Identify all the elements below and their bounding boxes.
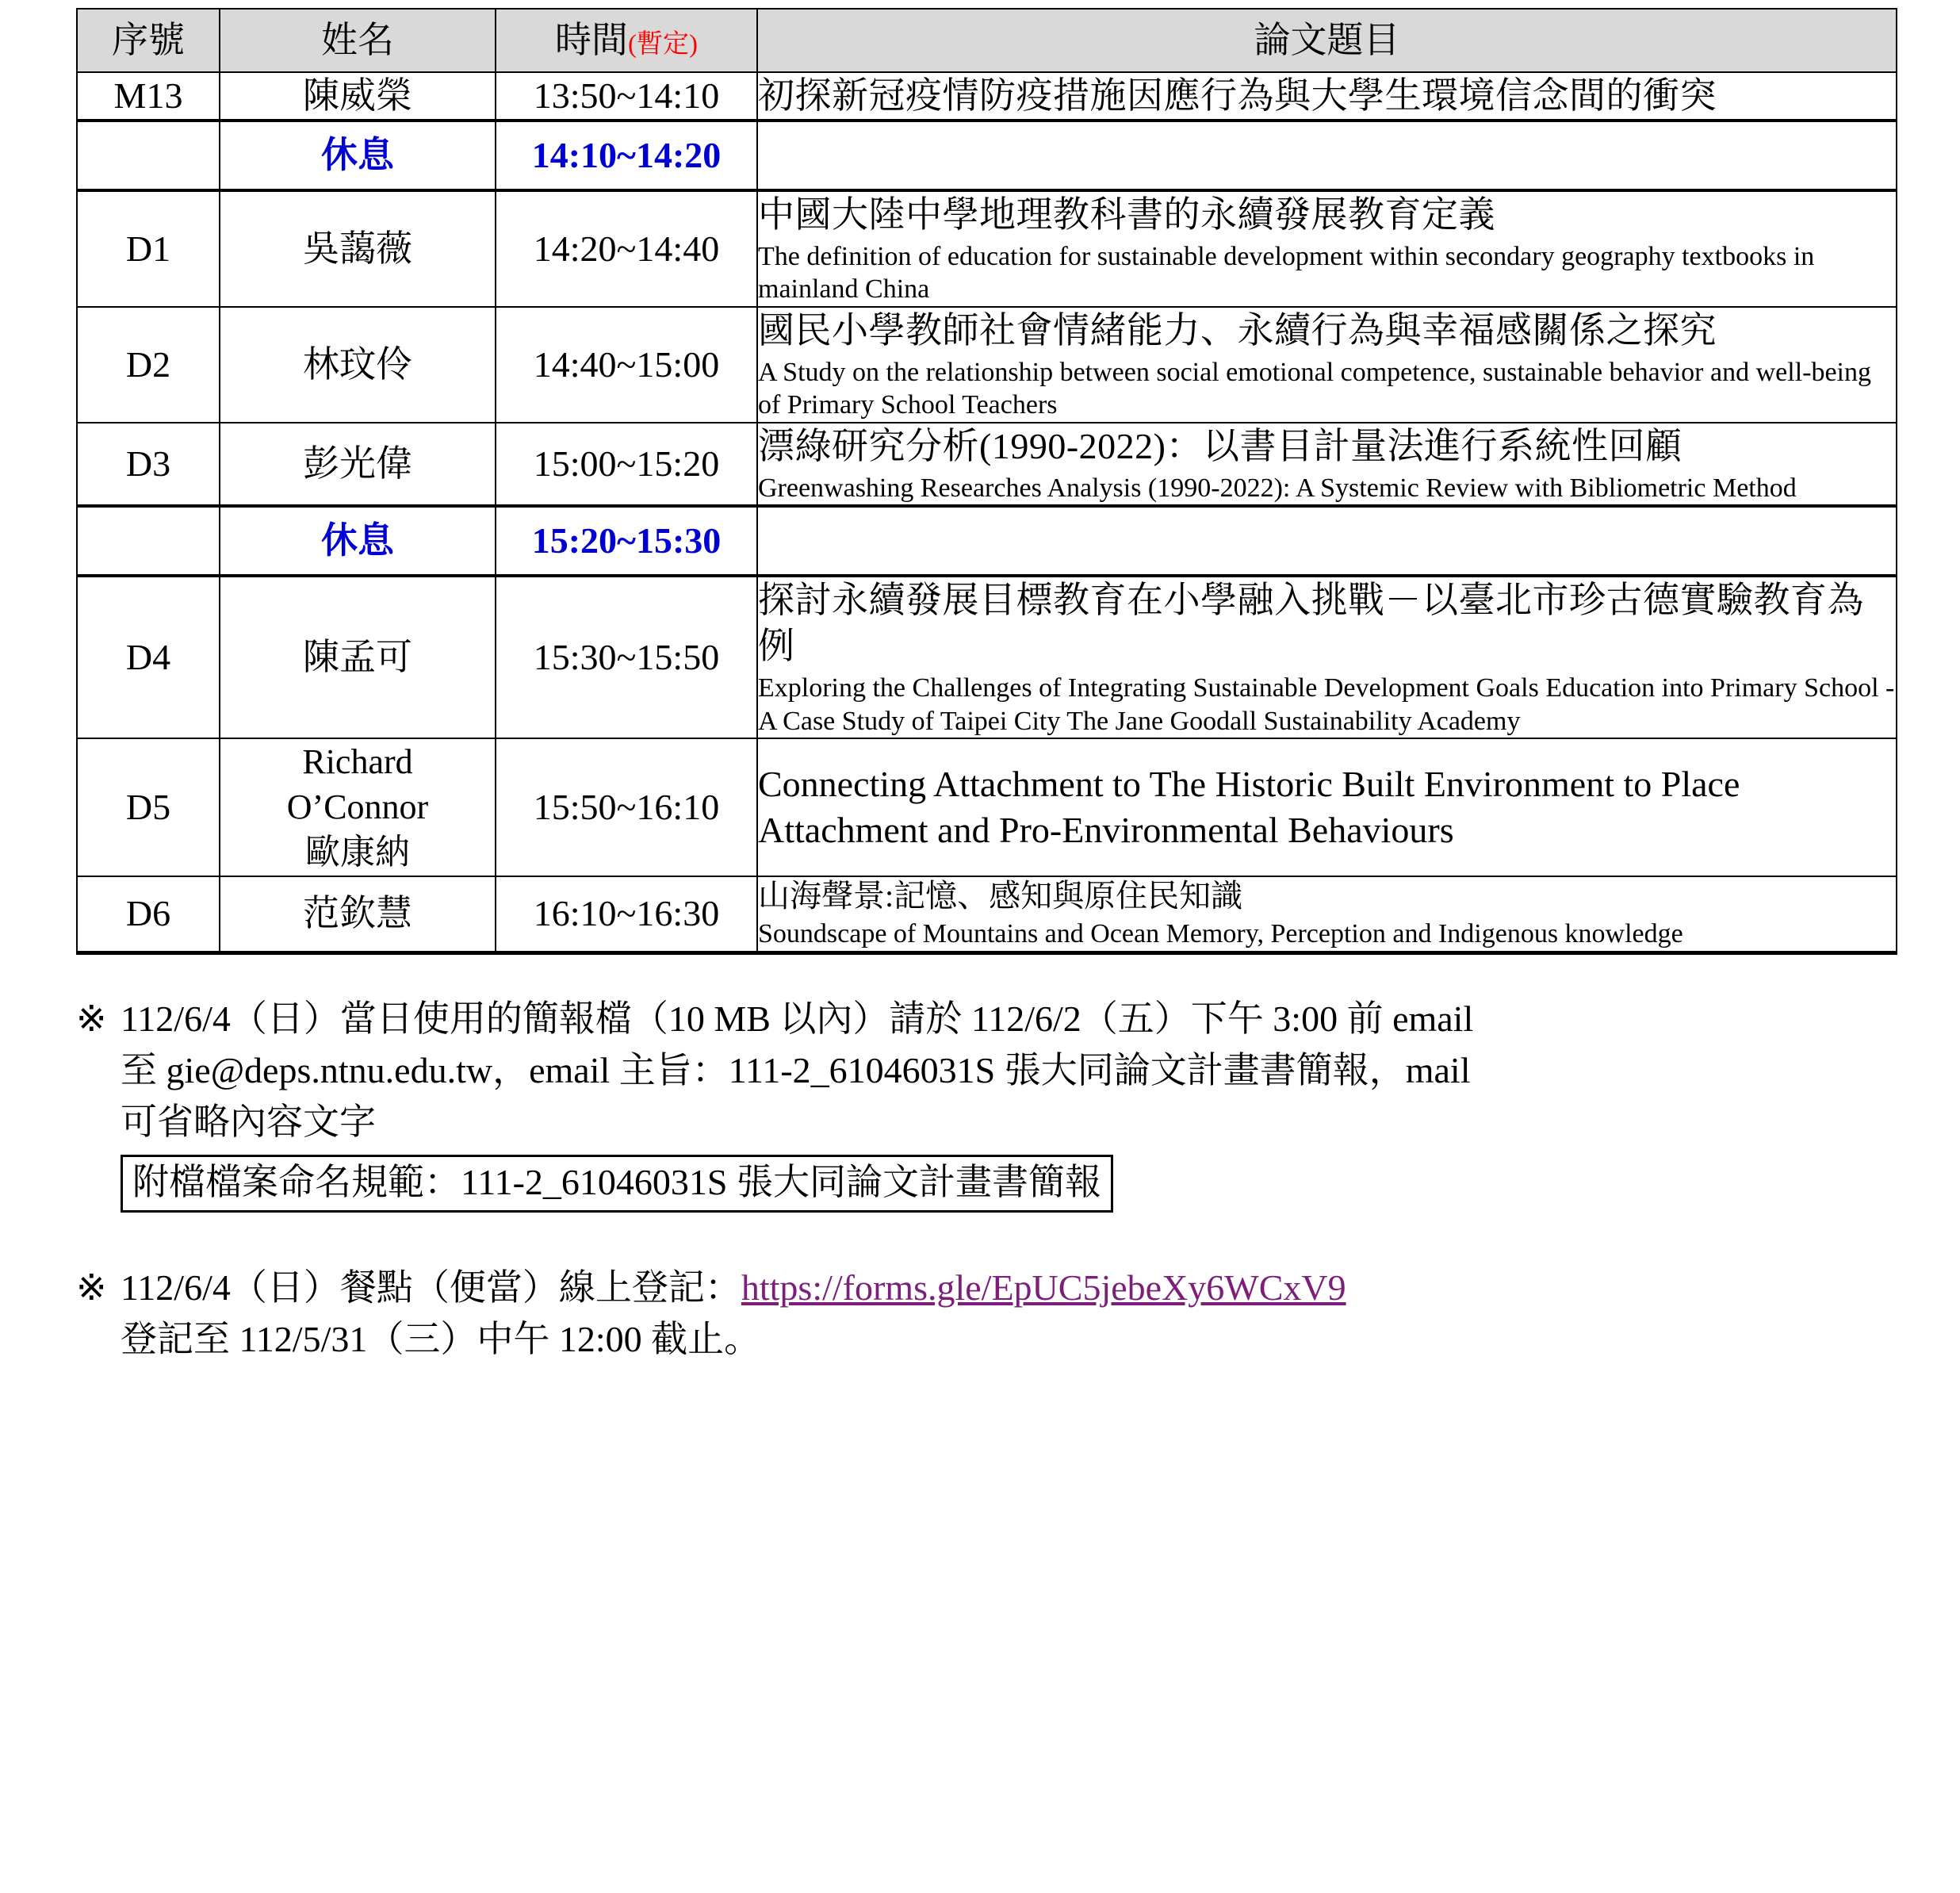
row-time: 16:10~16:30 [496, 876, 757, 953]
row-name: 吳藹薇 [220, 190, 496, 307]
note-body [121, 993, 1898, 1213]
table-row [77, 72, 1897, 121]
row-title-zh: 山海聲景:記憶、感知與原住民知識 [758, 877, 1243, 914]
schedule-table [76, 8, 1897, 955]
table-row [77, 576, 1897, 738]
row-title-zh: 初探新冠疫情防疫措施因應行為與大學生環境信念間的衝突 [758, 75, 1717, 116]
table-row [77, 307, 1897, 423]
notes-section [76, 993, 1898, 1366]
table-body [77, 72, 1897, 952]
row-title [757, 190, 1897, 307]
row-title [757, 423, 1897, 506]
column-header-title: 論文題目 [757, 9, 1897, 72]
column-header-time [496, 9, 757, 72]
column-header-name: 姓名 [220, 9, 496, 72]
row-name: 范欽慧 [220, 876, 496, 953]
row-title-en: Soundscape of Mountains and Ocean Memory, Perception and Indigenous knowledge [758, 919, 1683, 949]
row-time: 15:00~15:20 [496, 423, 757, 506]
row-id: D4 [77, 576, 220, 738]
row-id: D3 [77, 423, 220, 506]
row-time: 14:40~15:00 [496, 307, 757, 423]
row-title [757, 506, 1897, 576]
note-line-2: 登記至 112/5/31（三）中午 12:00 截止。 [121, 1319, 761, 1360]
row-name-line-3: 歐康納 [305, 833, 410, 872]
row-title-zh: 漂綠研究分析(1990-2022)：以書目計量法進行系統性回顧 [758, 425, 1682, 466]
row-id: D6 [77, 876, 220, 953]
note-bullet-icon: ※ [76, 1266, 107, 1308]
row-title-zh: 中國大陸中學地理教科書的永續發展教育定義 [758, 194, 1495, 235]
note-line-1: 112/6/4（日）當日使用的簡報檔（10 MB 以內）請於 112/6/2（五）下午 3:00 前 email [121, 998, 1474, 1039]
note-line-3: 可省略內容文字 [121, 1102, 376, 1143]
column-header-id: 序號 [77, 9, 220, 72]
meal-registration-link[interactable]: https://forms.gle/EpUC5jebeXy6WCxV9 [741, 1266, 1346, 1308]
row-title-en: The definition of education for sustainable development within secondary geography textbooks in mainland China [758, 241, 1815, 305]
row-time: 15:50~16:10 [496, 738, 757, 876]
row-title-en: Connecting Attachment to The Historic Built Environment to Place Attachment and Pro-Environmental Behaviours [758, 763, 1740, 850]
row-title [757, 576, 1897, 738]
table-row-break [77, 506, 1897, 576]
note-line-1-text: 112/6/4（日）餐點（便當）線上登記： [121, 1266, 741, 1308]
row-title-zh: 國民小學教師社會情緒能力、永續行為與幸福感關係之探究 [758, 309, 1717, 351]
row-time: 13:50~14:10 [496, 72, 757, 121]
filename-convention-box: 附檔檔案命名規範：111-2_61046031S 張大同論文計畫書簡報 [121, 1155, 1113, 1213]
row-title [757, 738, 1897, 876]
row-name [220, 738, 496, 876]
row-time: 15:30~15:50 [496, 576, 757, 738]
row-id: M13 [77, 72, 220, 121]
table-row [77, 423, 1897, 506]
row-title-en: A Study on the relationship between social emotional competence, sustainable behavior and well-being of Primary School Teachers [758, 357, 1871, 420]
row-title [757, 876, 1897, 953]
row-break-time: 14:10~14:20 [496, 121, 757, 190]
column-header-time-main: 時間 [555, 19, 628, 60]
column-header-time-note: (暫定) [628, 29, 698, 59]
row-title [757, 72, 1897, 121]
row-title [757, 307, 1897, 423]
row-name-line-2: O’Connor [286, 787, 429, 827]
row-id [77, 506, 220, 576]
note-body [121, 1262, 1898, 1366]
table-row [77, 876, 1897, 953]
table-header [77, 9, 1897, 72]
note-bullet-icon: ※ [76, 998, 107, 1039]
row-title-en: Greenwashing Researches Analysis (1990-2022): A Systemic Review with Bibliometric Method [758, 473, 1797, 503]
row-id: D5 [77, 738, 220, 876]
row-id: D1 [77, 190, 220, 307]
note-meal-registration [76, 1262, 1898, 1366]
table-row [77, 190, 1897, 307]
note-presentation-file [76, 993, 1898, 1213]
row-title [757, 121, 1897, 190]
row-id: D2 [77, 307, 220, 423]
row-title-zh: 探討永續發展目標教育在小學融入挑戰－以臺北市珍古德實驗教育為例 [758, 580, 1864, 667]
note-line-2: 至 gie@deps.ntnu.edu.tw，email 主旨：111-2_61046031S 張大同論文計畫書簡報，mail [121, 1050, 1471, 1091]
row-name: 彭光偉 [220, 423, 496, 506]
notes-spacer [76, 1220, 1898, 1262]
note-line-1 [121, 1262, 1898, 1313]
row-time: 14:20~14:40 [496, 190, 757, 307]
table-row-break [77, 121, 1897, 190]
row-break-time: 15:20~15:30 [496, 506, 757, 576]
table-header-row [77, 9, 1897, 72]
row-break-label: 休息 [220, 506, 496, 576]
table-row [77, 738, 1897, 876]
row-name: 林玟伶 [220, 307, 496, 423]
document-page [0, 8, 1960, 1893]
row-break-label: 休息 [220, 121, 496, 190]
row-name: 陳威榮 [220, 72, 496, 121]
row-title-en: Exploring the Challenges of Integrating Sustainable Development Goals Education into Primary School - A Case Study of Taipei City The Jane Goodall Sustainability Academy [758, 673, 1895, 736]
row-id [77, 121, 220, 190]
row-name-line-1: Richard [302, 742, 413, 781]
row-name: 陳孟可 [220, 576, 496, 738]
